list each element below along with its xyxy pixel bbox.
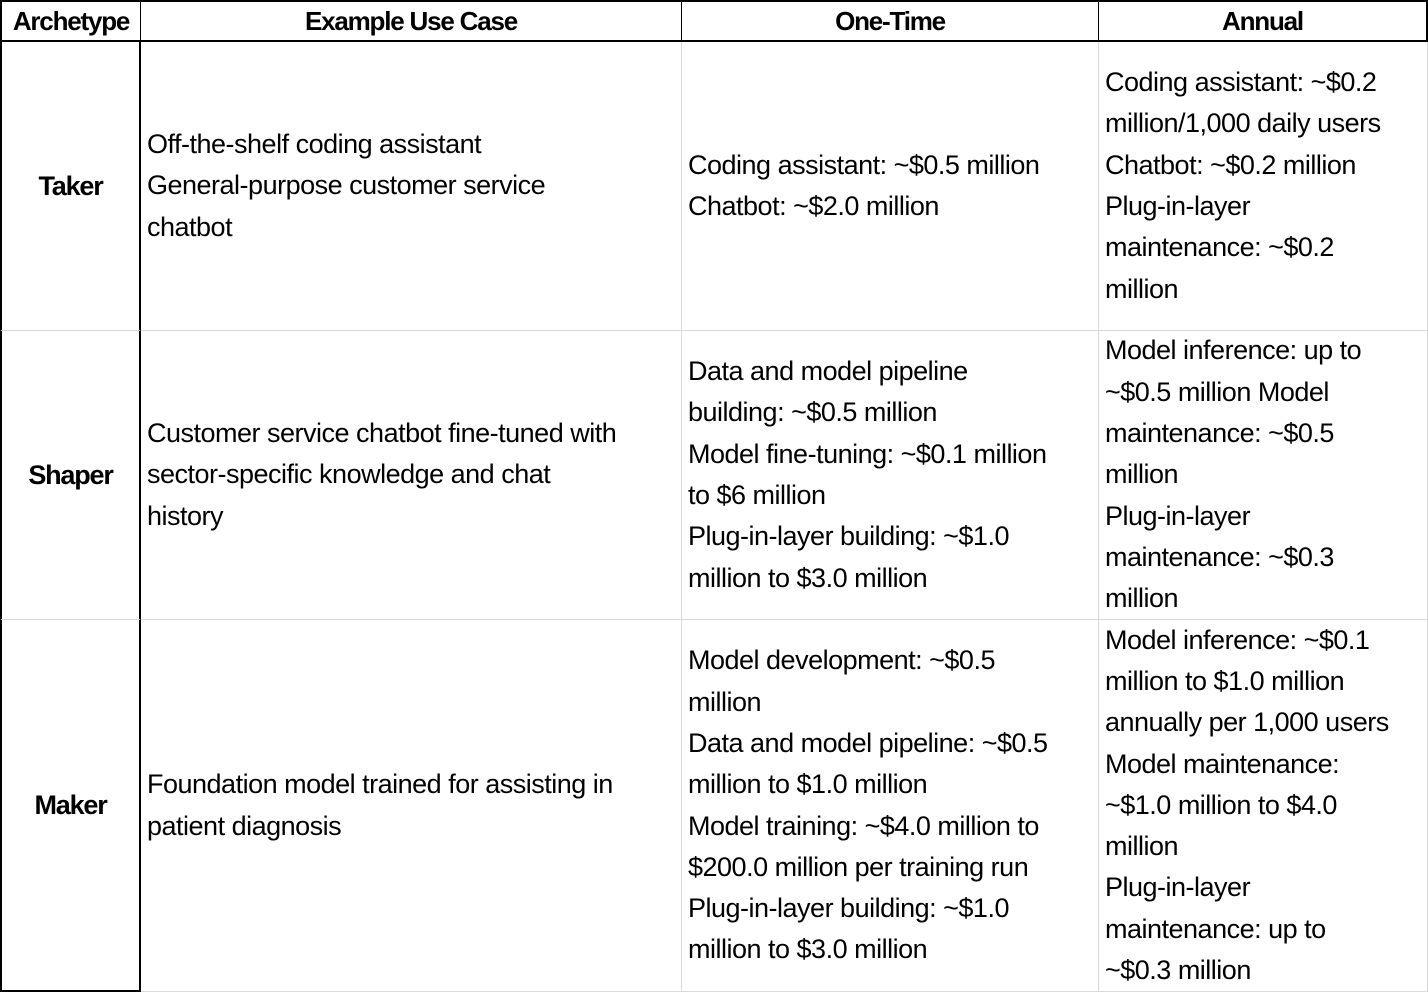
cell-text (147, 764, 677, 847)
cell-line: million to $3.0 million (688, 934, 928, 965)
cell-line: ~$0.5 million Model (1105, 376, 1329, 407)
cell-line: million (1105, 831, 1179, 862)
cell-line: Chatbot: ~$2.0 million (688, 191, 939, 221)
annual-cell-taker (1099, 42, 1428, 331)
cell-line: Plug-in-layer (1105, 500, 1251, 531)
cell-line: million (1105, 273, 1179, 304)
cell-line: Plug-in-layer (1105, 191, 1251, 221)
cell-line: General-purpose customer service (147, 170, 546, 201)
cell-line: maintenance: ~$0.2 (1105, 232, 1334, 263)
cell-text (1105, 620, 1423, 991)
cell-text (688, 640, 1094, 970)
cell-text (688, 145, 1094, 228)
cell-line: million/1,000 daily users (1105, 108, 1381, 139)
cell-line: Model training: ~$4.0 million to (688, 810, 1039, 841)
annual-cell-maker (1099, 620, 1428, 992)
cell-line: to $6 million (688, 480, 826, 510)
cell-line: Model development: ~$0.5 (688, 645, 995, 676)
cell-line: Foundation model trained for assisting in (147, 769, 613, 800)
cell-text (1105, 331, 1423, 620)
cell-line: ~$0.3 million (1105, 955, 1251, 986)
cell-text (147, 124, 677, 248)
cell-line: Off-the-shelf coding assistant (147, 129, 482, 160)
one-time-cell-shaper (682, 331, 1099, 620)
use-case-cell-maker (141, 620, 682, 992)
cell-line: Model fine-tuning: ~$0.1 million (688, 438, 1047, 469)
cell-line: Data and model pipeline: ~$0.5 (688, 727, 1048, 758)
cell-line: million (1105, 459, 1179, 490)
cell-line: Plug-in-layer (1105, 872, 1251, 903)
cell-line: million (1105, 583, 1179, 614)
cell-line: maintenance: ~$0.3 (1105, 541, 1334, 572)
cell-line: maintenance: up to (1105, 913, 1326, 944)
cell-line: Customer service chatbot fine-tuned with (147, 418, 617, 449)
header-archetype: Archetype (0, 0, 141, 42)
cell-text (147, 413, 677, 537)
one-time-cell-taker (682, 42, 1099, 331)
cell-line: Chatbot: ~$0.2 million (1105, 149, 1356, 180)
cell-line: Model maintenance: (1105, 748, 1340, 779)
cell-line: Model inference: up to (1105, 335, 1362, 366)
cell-line: history (147, 500, 224, 531)
cell-line: million (688, 686, 762, 717)
archetype-cell-maker: Maker (0, 620, 141, 992)
cell-line: Coding assistant: ~$0.2 (1105, 67, 1377, 98)
use-case-cell-taker (141, 42, 682, 331)
cell-line: Coding assistant: ~$0.5 million (688, 149, 1040, 180)
cell-line: Plug-in-layer building: ~$1.0 (688, 521, 1009, 552)
archetype-cell-shaper: Shaper (0, 331, 141, 620)
cell-line: maintenance: ~$0.5 (1105, 418, 1334, 449)
cell-line: Data and model pipeline (688, 356, 968, 387)
cell-text (1105, 62, 1423, 310)
cell-line: million to $1.0 million (688, 769, 928, 800)
one-time-cell-maker (682, 620, 1099, 992)
header-example-use-case: Example Use Case (141, 0, 682, 42)
header-one-time: One-Time (682, 0, 1099, 42)
cell-text (688, 351, 1094, 599)
cell-line: Model inference: ~$0.1 (1105, 624, 1370, 655)
cell-line: building: ~$0.5 million (688, 397, 937, 428)
archetype-cell-taker: Taker (0, 42, 141, 331)
annual-cell-shaper (1099, 331, 1428, 620)
cell-line: million to $3.0 million (688, 562, 928, 593)
use-case-cell-shaper (141, 331, 682, 620)
cell-line: patient diagnosis (147, 810, 342, 841)
cell-line: sector-specific knowledge and chat (147, 459, 551, 490)
cell-line: $200.0 million per training run (688, 851, 1029, 882)
cell-line: annually per 1,000 users (1105, 707, 1389, 738)
cell-line: ~$1.0 million to $4.0 (1105, 789, 1337, 820)
cell-line: chatbot (147, 211, 233, 242)
header-annual: Annual (1099, 0, 1428, 42)
cell-line: million to $1.0 million (1105, 665, 1345, 696)
cell-line: Plug-in-layer building: ~$1.0 (688, 893, 1009, 924)
